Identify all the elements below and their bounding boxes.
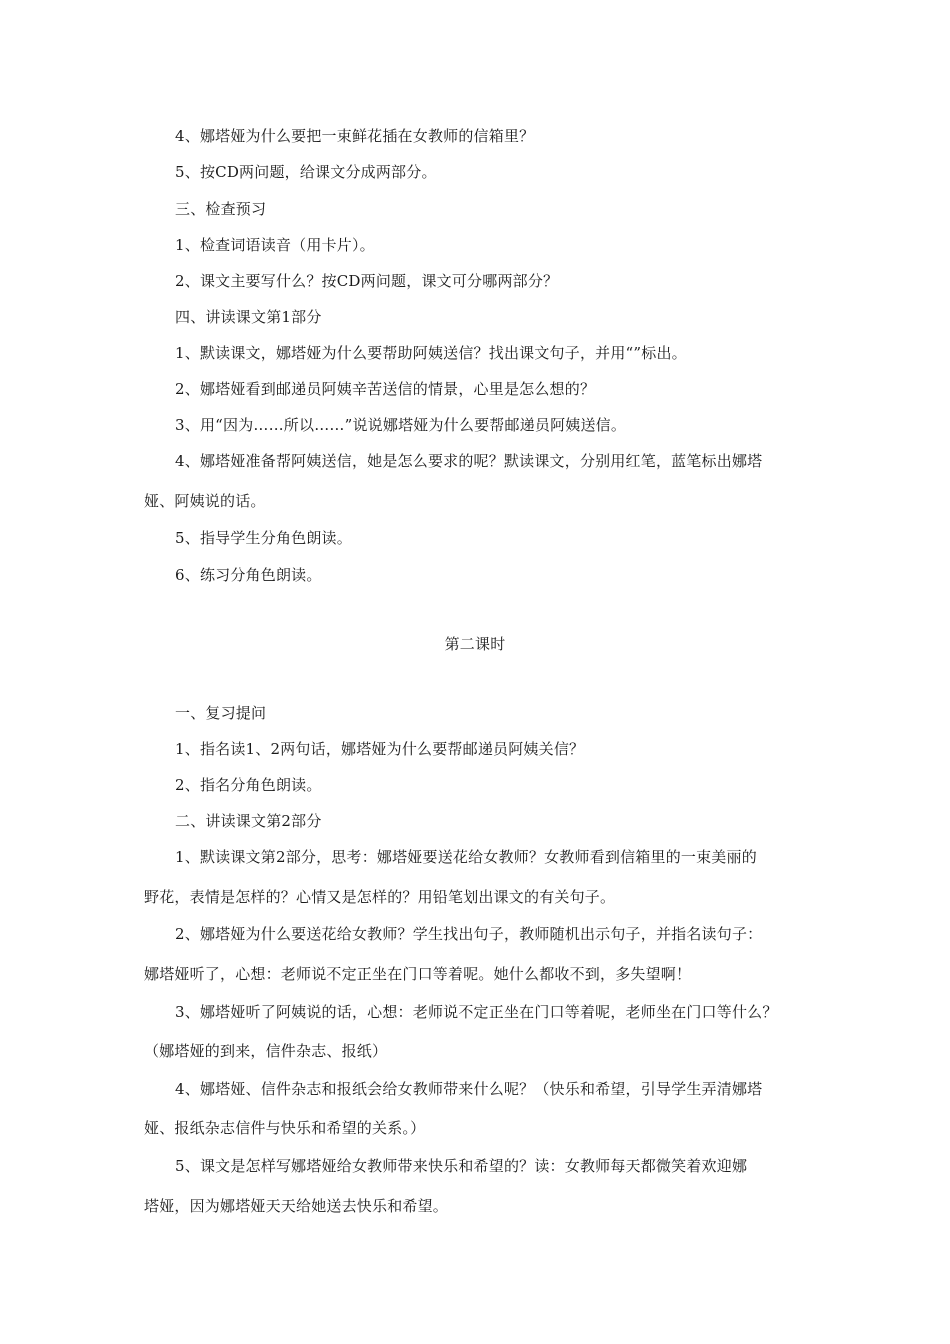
preview-item-1: 1、检查词语读音（用卡片）。 bbox=[175, 236, 375, 254]
part1-item-4: 4、娜塔娅准备帮阿姨送信，她是怎么要求的呢？默读课文，分别用红笔，蓝笔标出娜塔 bbox=[175, 452, 763, 470]
section-heading-3: 三、检查预习 bbox=[175, 200, 267, 218]
lesson-2-title: 第二课时 bbox=[444, 635, 506, 653]
question-5-line: 5、按CD两问题，给课文分成两部分。 bbox=[175, 163, 437, 181]
review-item-1: 1、指名读1、2两句话，娜塔娅为什么要帮邮递员阿姨关信？ bbox=[175, 740, 585, 758]
part2-item-4-continued: 娅、报纸杂志信件与快乐和希望的关系。） bbox=[144, 1119, 426, 1137]
section-heading-review: 一、复习提问 bbox=[175, 704, 267, 722]
part1-item-6: 6、练习分角色朗读。 bbox=[175, 566, 322, 584]
part2-item-5: 5、课文是怎样写娜塔娅给女教师带来快乐和希望的？读：女教师每天都微笑着欢迎娜 bbox=[175, 1157, 748, 1175]
part2-item-2-continued: 娜塔娅听了，心想：老师说不定正坐在门口等着呢。她什么都收不到，多失望啊！ bbox=[144, 965, 692, 983]
part1-item-1: 1、默读课文，娜塔娅为什么要帮助阿姨送信？找出课文句子，并用“”标出。 bbox=[175, 344, 687, 362]
part1-item-5: 5、指导学生分角色朗读。 bbox=[175, 529, 352, 547]
part2-item-1: 1、默读课文第2部分，思考：娜塔娅要送花给女教师？女教师看到信箱里的一束美丽的 bbox=[175, 848, 757, 866]
part2-item-3: 3、娜塔娅听了阿姨说的话，心想：老师说不定正坐在门口等着呢，老师坐在门口等什么？ bbox=[175, 1003, 778, 1021]
part2-item-2: 2、娜塔娅为什么要送花给女教师？学生找出句子，教师随机出示句子，并指名读句子： bbox=[175, 925, 763, 943]
part2-item-4: 4、娜塔娅、信件杂志和报纸会给女教师带来什么呢？（快乐和希望，引导学生弄清娜塔 bbox=[175, 1080, 763, 1098]
part1-item-4-continued: 娅、阿姨说的话。 bbox=[144, 492, 266, 510]
part2-item-3-continued: （娜塔娅的到来，信件杂志、报纸） bbox=[144, 1042, 388, 1060]
question-4-line: 4、娜塔娅为什么要把一束鲜花插在女教师的信箱里？ bbox=[175, 127, 535, 145]
review-item-2: 2、指名分角色朗读。 bbox=[175, 776, 322, 794]
part1-item-3: 3、用“因为……所以……”说说娜塔娅为什么要帮邮递员阿姨送信。 bbox=[175, 416, 627, 434]
part1-item-2: 2、娜塔娅看到邮递员阿姨辛苦送信的情景，心里是怎么想的？ bbox=[175, 380, 596, 398]
section-heading-part2: 二、讲读课文第2部分 bbox=[175, 812, 322, 830]
preview-item-2: 2、课文主要写什么？按CD两问题，课文可分哪两部分？ bbox=[175, 272, 559, 290]
section-heading-4: 四、讲读课文第1部分 bbox=[175, 308, 322, 326]
part2-item-5-continued: 塔娅，因为娜塔娅天天给她送去快乐和希望。 bbox=[144, 1197, 449, 1215]
part2-item-1-continued: 野花，表情是怎样的？心情又是怎样的？用铅笔划出课文的有关句子。 bbox=[144, 888, 616, 906]
